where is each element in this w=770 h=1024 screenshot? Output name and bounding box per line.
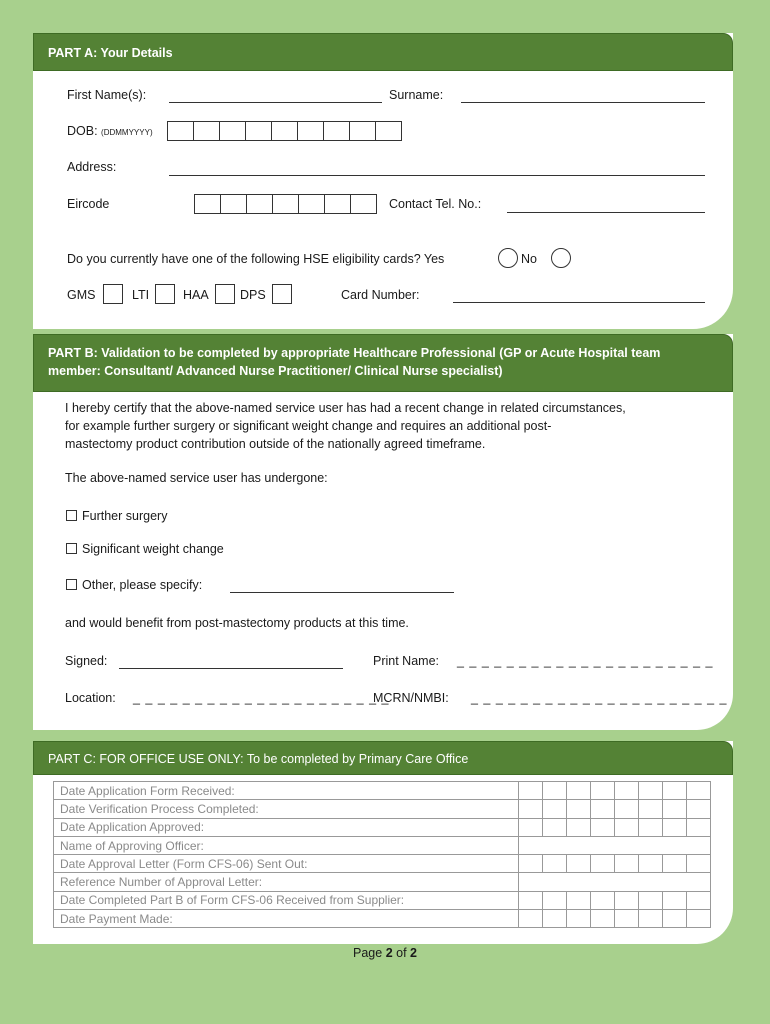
certify-line3: mastectomy product contribution outside of the nationally agreed timeframe. <box>65 437 486 451</box>
address-field[interactable] <box>169 175 705 176</box>
office-use-table <box>53 781 711 928</box>
page-footer <box>0 946 770 960</box>
weight-checkbox[interactable] <box>66 543 77 554</box>
print-name-field[interactable]: _ _ _ _ _ _ _ _ _ _ _ _ _ _ _ _ _ _ _ _ _ <box>457 654 714 668</box>
option-other[interactable] <box>66 578 202 592</box>
row-label: Date Payment Made: <box>54 910 519 928</box>
row-label: Date Application Form Received: <box>54 782 519 800</box>
mcrn-field[interactable]: _ _ _ _ _ _ _ _ _ _ _ _ _ _ _ _ _ _ _ _ _ <box>471 691 728 705</box>
card-number-field[interactable] <box>453 302 705 303</box>
part-b-header <box>33 334 733 392</box>
row-label: Date Approval Letter (Form CFS-06) Sent Out: <box>54 855 519 873</box>
row-label: Reference Number of Approval Letter: <box>54 873 519 891</box>
option-surgery[interactable] <box>66 509 167 523</box>
page-total: 2 <box>410 946 417 960</box>
mcrn-label: MCRN/NMBI: <box>373 691 449 705</box>
row-label: Date Application Approved: <box>54 818 519 836</box>
approving-officer-field[interactable] <box>519 836 711 854</box>
table-row <box>54 836 711 854</box>
row-label: Date Completed Part B of Form CFS-06 Received from Supplier: <box>54 891 519 909</box>
table-row <box>54 782 711 800</box>
print-name-label: Print Name: <box>373 654 439 668</box>
table-row <box>54 818 711 836</box>
reference-number-field[interactable] <box>519 873 711 891</box>
other-label: Other, please specify: <box>82 578 203 592</box>
of-word: of <box>396 946 407 960</box>
benefit-text: and would benefit from post-mastectomy products at this time. <box>65 616 409 630</box>
card-gms-checkbox[interactable] <box>103 284 123 304</box>
undergone-text: The above-named service user has undergone: <box>65 471 328 485</box>
part-a-header: PART A: Your Details <box>33 33 733 71</box>
row-label: Date Verification Process Completed: <box>54 800 519 818</box>
option-weight[interactable] <box>66 542 224 556</box>
table-row <box>54 910 711 928</box>
card-dps-label: DPS <box>240 288 266 302</box>
other-checkbox[interactable] <box>66 579 77 590</box>
card-haa-checkbox[interactable] <box>215 284 235 304</box>
card-number-label: Card Number: <box>341 288 420 302</box>
certify-line1: I hereby certify that the above-named service user has had a recent change in related circumstances, <box>65 401 626 415</box>
card-lti-label: LTI <box>132 288 150 302</box>
part-c-panel <box>33 741 733 944</box>
surname-label: Surname: <box>389 88 444 102</box>
first-name-field[interactable] <box>169 102 382 103</box>
part-b-title-line2: member: Consultant/ Advanced Nurse Practitioner/ Clinical Nurse specialist) <box>48 364 503 378</box>
part-c-header: PART C: FOR OFFICE USE ONLY: To be completed by Primary Care Office <box>33 741 733 775</box>
contact-label: Contact Tel. No.: <box>389 197 482 211</box>
surgery-label: Further surgery <box>82 509 168 523</box>
signed-field[interactable] <box>119 668 343 669</box>
dob-format: (DDMMYYYY) <box>101 128 153 137</box>
no-radio[interactable] <box>551 248 571 268</box>
table-row <box>54 891 711 909</box>
card-lti-checkbox[interactable] <box>155 284 175 304</box>
eircode-boxes[interactable] <box>195 194 377 214</box>
surname-field[interactable] <box>461 102 705 103</box>
dob-label-wrap <box>67 124 153 138</box>
part-a-panel <box>33 33 733 329</box>
yes-radio[interactable] <box>498 248 518 268</box>
page-word: Page <box>353 946 383 960</box>
card-haa-label: HAA <box>183 288 209 302</box>
table-row <box>54 873 711 891</box>
first-name-label: First Name(s): <box>67 88 147 102</box>
other-specify-field[interactable] <box>230 592 454 593</box>
address-label: Address: <box>67 160 117 174</box>
location-field[interactable]: _ _ _ _ _ _ _ _ _ _ _ _ _ _ _ _ _ _ _ _ _ <box>133 691 390 705</box>
page-number: 2 <box>385 946 393 960</box>
dob-boxes[interactable] <box>168 121 402 141</box>
signed-label: Signed: <box>65 654 108 668</box>
weight-label: Significant weight change <box>82 542 224 556</box>
certify-line2: for example further surgery or significant weight change and requires an additional post- <box>65 419 552 433</box>
table-row <box>54 800 711 818</box>
card-dps-checkbox[interactable] <box>272 284 292 304</box>
part-b-title-line1: PART B: Validation to be completed by appropriate Healthcare Professional (GP or Acute Hospital team <box>48 346 661 360</box>
certify-text <box>65 399 715 453</box>
part-b-panel <box>33 334 733 730</box>
dob-label: DOB: <box>67 124 98 138</box>
table-row <box>54 855 711 873</box>
eligibility-question: Do you currently have one of the following HSE eligibility cards? Yes <box>67 252 445 266</box>
eircode-label: Eircode <box>67 197 110 211</box>
row-label: Name of Approving Officer: <box>54 836 519 854</box>
no-label: No <box>521 252 537 266</box>
location-label: Location: <box>65 691 116 705</box>
surgery-checkbox[interactable] <box>66 510 77 521</box>
card-gms-label: GMS <box>67 288 96 302</box>
contact-field[interactable] <box>507 212 705 213</box>
